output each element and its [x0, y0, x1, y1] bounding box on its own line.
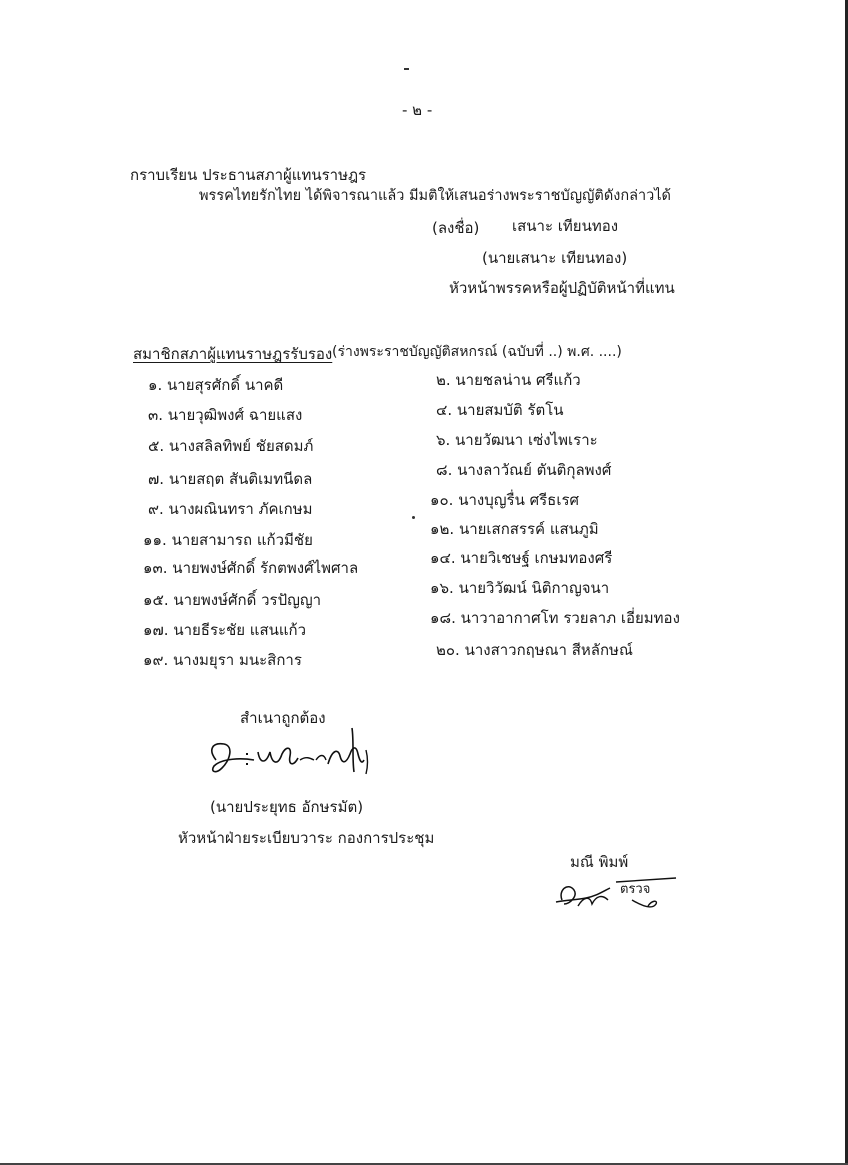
member-left-3: ๕. นางสลิลทิพย์ ชัยสดมภ์: [148, 437, 314, 455]
scan-speck: [404, 68, 409, 70]
member-right-1: ๒. นายชลน่าน ศรีแก้ว: [436, 371, 581, 389]
certification-label: สำเนาถูกต้อง: [240, 709, 326, 727]
member-left-8: ๑๕. นายพงษ์ศักดิ์ วรปัญญา: [143, 591, 322, 609]
scan-speck: [412, 516, 415, 519]
resolution-statement: พรรคไทยรักไทย ได้พิจารณาแล้ว มีมติให้เสนอร่างพระราชบัญญัติดังกล่าวได้: [199, 188, 671, 204]
member-right-4: ๘. นางลาวัณย์ ตันติกุลพงศ์: [436, 461, 612, 479]
member-right-8: ๑๖. นายวิวัฒน์ นิติกาญจนา: [430, 579, 610, 597]
typist-name: มณี พิมพ์: [570, 853, 629, 871]
member-right-3: ๖. นายวัฒนา เซ่งไพเราะ: [436, 431, 598, 449]
member-left-10: ๑๙. นางมยุรา มนะสิการ: [143, 651, 302, 669]
members-heading: สมาชิกสภาผู้แทนราษฎรรับรอง: [133, 345, 333, 363]
checker-initials: [552, 870, 682, 920]
certifier-signature: [202, 720, 382, 790]
member-left-2: ๓. นายวุฒิพงศ์ ฉายแสง: [148, 406, 303, 424]
member-right-5: ๑๐. นางบุญรื่น ศรีธเรศ: [430, 491, 580, 509]
certifier-name: (นายประยุทธ อักษรมัต): [210, 798, 364, 816]
member-left-6: ๑๑. นายสามารถ แก้วมีชัย: [143, 531, 313, 549]
proposer-sign-prefix: (ลงชื่อ): [432, 219, 480, 237]
member-right-10: ๒๐. นางสาวกฤษณา สีหลักษณ์: [436, 641, 633, 659]
certifier-position: หัวหน้าฝ่ายระเบียบวาระ กองการประชุม: [178, 829, 435, 847]
member-right-7: ๑๔. นายวิเชษฐ์ เกษมทองศรี: [430, 549, 613, 567]
proposer-full-name: (นายเสนาะ เทียนทอง): [482, 249, 628, 267]
proposer-position: หัวหน้าพรรคหรือผู้ปฏิบัติหน้าที่แทน: [449, 279, 675, 297]
member-left-7: ๑๓. นายพงษ์ศักดิ์ รักตพงศ์ไพศาล: [143, 559, 359, 577]
member-left-9: ๑๗. นายธีระชัย แสนแก้ว: [143, 621, 307, 639]
check-label: ตรวจ: [620, 882, 651, 897]
member-left-5: ๙. นางผณินทรา ภัคเกษม: [148, 500, 313, 518]
bill-title: (ร่างพระราชบัญญัติสหกรณ์ (ฉบับที่ ..) พ.ศ. ....): [332, 344, 622, 360]
member-right-2: ๔. นายสมบัติ รัตโน: [436, 401, 564, 419]
member-left-4: ๗. นายสฤต สันติเมทนีดล: [148, 470, 313, 488]
member-left-1: ๑. นายสุรศักดิ์ นาคดี: [148, 376, 284, 394]
member-right-9: ๑๘. นาวาอากาศโท รวยลาภ เอี่ยมทอง: [430, 609, 680, 627]
proposer-signed-name: เสนาะ เทียนทอง: [512, 217, 619, 235]
salutation: กราบเรียน ประธานสภาผู้แทนราษฎร: [130, 166, 367, 184]
member-right-6: ๑๒. นายเสกสรรค์ แสนภูมิ: [430, 520, 599, 538]
page-number: - ๒ -: [402, 101, 433, 119]
